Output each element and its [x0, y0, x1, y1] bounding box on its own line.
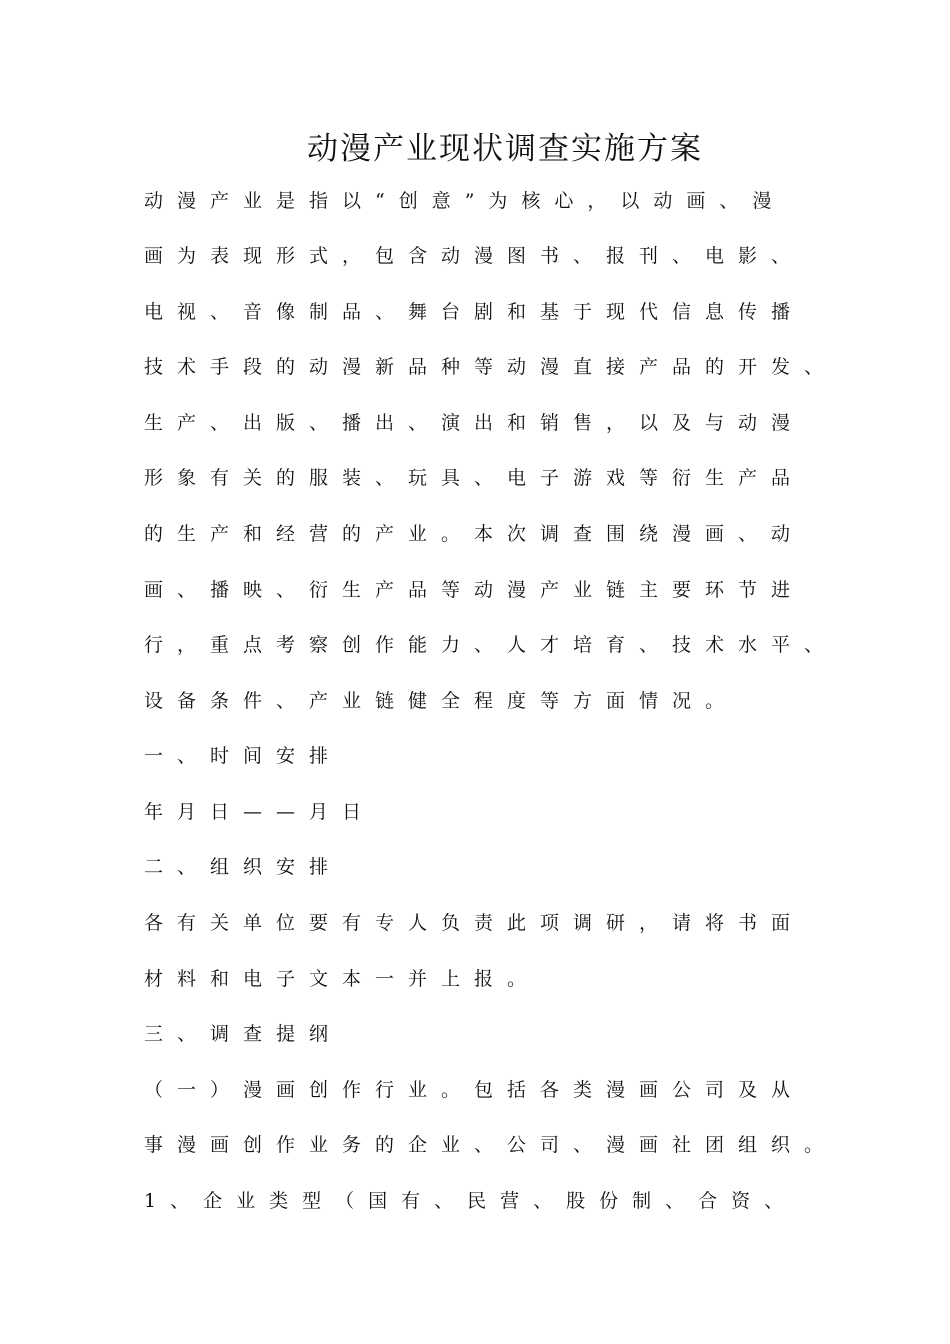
- schedule-date-line: 年月日——月日: [144, 801, 376, 823]
- body-line-6: 形象有关的服装、玩具、电子游戏等衍生产品: [144, 467, 805, 489]
- body-line-8: 画、播映、衍生产品等动漫产业链主要环节进: [144, 579, 805, 601]
- body-line-10: 设备条件、产业链健全程度等方面情况。: [144, 690, 739, 712]
- body-line-9: 行，重点考察创作能力、人才培育、技术水平、: [144, 634, 838, 656]
- body-line-18: 事漫画创作业务的企业、公司、漫画社团组织。: [144, 1134, 838, 1156]
- section-heading-outline: 三、调查提纲: [144, 1023, 343, 1045]
- body-line-15: 材料和电子文本一并上报。: [144, 968, 541, 990]
- body-line-5: 生产、出版、播出、演出和销售，以及与动漫: [144, 412, 805, 434]
- body-line-2: 画为表现形式，包含动漫图书、报刊、电影、: [144, 245, 805, 267]
- document-title: 动漫产业现状调查实施方案: [307, 131, 703, 167]
- body-line-14: 各有关单位要有专人负责此项调研，请将书面: [144, 912, 805, 934]
- section-heading-schedule: 一、时间安排: [144, 745, 343, 767]
- body-line-4: 技术手段的动漫新品种等动漫直接产品的开发、: [144, 356, 838, 378]
- body-line-1: 动漫产业是指以“创意”为核心，以动画、漫: [144, 190, 786, 212]
- body-line-17: （一）漫画创作行业。包括各类漫画公司及从: [144, 1079, 805, 1101]
- body-line-19: 1、企业类型（国有、民营、股份制、合资、: [144, 1190, 798, 1212]
- section-heading-organization: 二、组织安排: [144, 856, 343, 878]
- body-line-7: 的生产和经营的产业。本次调查围绕漫画、动: [144, 523, 805, 545]
- body-line-3: 电视、音像制品、舞台剧和基于现代信息传播: [144, 301, 805, 323]
